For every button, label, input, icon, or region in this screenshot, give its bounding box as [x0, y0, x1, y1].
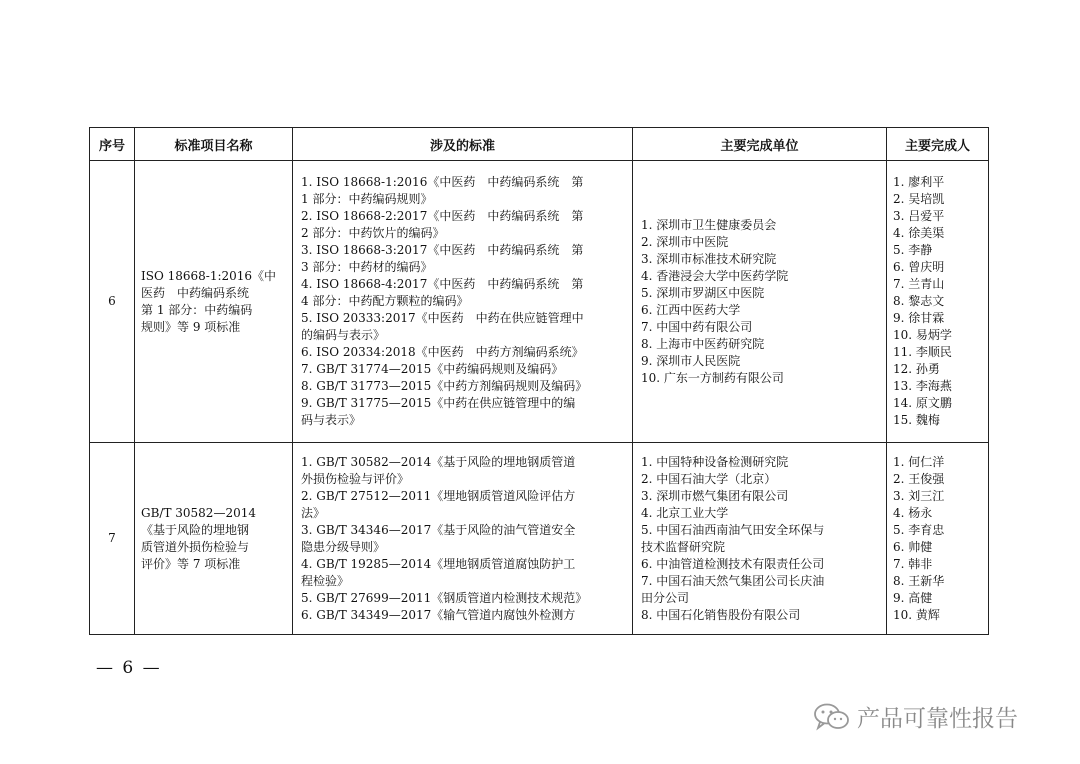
- units-cell: [633, 161, 887, 443]
- text-line: GB/T 30582—2014: [141, 505, 256, 520]
- text-line: 14. 原文鹏: [893, 396, 952, 410]
- text-line: 4. 北京工业大学: [641, 505, 729, 520]
- text-line: 9. GB/T 31775—2015《中药在供应链管理中的编: [301, 396, 576, 410]
- text-line: 7. 中国中药有限公司: [641, 319, 753, 334]
- text-line: 12. 孙勇: [893, 362, 940, 376]
- text-line: 4. 香港浸会大学中医药学院: [641, 268, 789, 283]
- text-line: 规则》等 9 项标准: [141, 319, 241, 334]
- text-line: 4. GB/T 19285—2014《埋地钢质管道腐蚀防护工: [301, 556, 576, 571]
- text-line: 7. GB/T 31774—2015《中药编码规则及编码》: [301, 362, 564, 376]
- text-line: 码与表示》: [301, 413, 362, 427]
- text-line: 田分公司: [641, 590, 690, 605]
- text-line: 1 部分：中药编码规则》: [301, 192, 433, 206]
- text-line: 评价》等 7 项标准: [141, 556, 241, 571]
- project-name-cell: [135, 161, 293, 443]
- text-line: 程检验》: [301, 573, 350, 588]
- text-line: 2. 中国石油大学（北京）: [641, 471, 777, 486]
- text-line: 6. ISO 20334:2018《中医药 中药方剂编码系统》: [301, 345, 584, 359]
- text-line: 9. 深圳市人民医院: [641, 353, 741, 368]
- text-line: 3. 吕爱平: [893, 209, 945, 223]
- text-line: 2. ISO 18668-2:2017《中医药 中药编码系统 第: [301, 209, 584, 223]
- text-line: ISO 18668-1:2016《中: [141, 268, 277, 283]
- text-line: 2. 吴培凯: [893, 192, 945, 206]
- text-line: 10. 广东一方制药有限公司: [641, 370, 784, 385]
- text-line: 1. 中国特种设备检测研究院: [641, 454, 789, 469]
- text-line: 1. 何仁洋: [893, 454, 945, 469]
- header-people: 主要完成人: [887, 128, 989, 161]
- text-line: 5. 中国石油西南油气田安全环保与: [641, 522, 825, 537]
- text-line: 15. 魏梅: [893, 413, 940, 427]
- text-line: 11. 李顺民: [893, 345, 952, 359]
- text-line: 1. GB/T 30582—2014《基于风险的埋地钢质管道: [301, 454, 576, 469]
- text-line: 质管道外损伤检验与: [141, 539, 250, 554]
- text-line: 3. 深圳市燃气集团有限公司: [641, 488, 789, 503]
- text-line: 3 部分：中药材的编码》: [301, 260, 433, 274]
- standards-cell: [293, 161, 633, 443]
- text-line: 8. 王新华: [893, 573, 945, 588]
- text-line: 3. 刘三江: [893, 488, 945, 503]
- standards-cell: [293, 443, 633, 635]
- text-line: 5. GB/T 27699—2011《钢质管道内检测技术规范》: [301, 590, 588, 605]
- text-line: 9. 徐甘霖: [893, 311, 945, 325]
- wechat-icon: [813, 702, 851, 732]
- text-line: 3. GB/T 34346—2017《基于风险的油气管道安全: [301, 522, 576, 537]
- text-line: 5. 李静: [893, 243, 933, 257]
- people-cell: [887, 161, 989, 443]
- text-line: 1. 深圳市卫生健康委员会: [641, 217, 777, 232]
- text-line: 8. GB/T 31773—2015《中药方剂编码规则及编码》: [301, 379, 588, 393]
- text-line: 法》: [301, 505, 326, 520]
- text-line: 10. 黄辉: [893, 607, 940, 622]
- text-line: 2 部分：中药饮片的编码》: [301, 226, 445, 240]
- text-line: 6. 帅健: [893, 539, 933, 554]
- project-name-cell: [135, 443, 293, 635]
- watermark: [813, 700, 1018, 733]
- text-line: 5. 李育忠: [893, 522, 945, 537]
- text-line: 3. ISO 18668-3:2017《中医药 中药编码系统 第: [301, 243, 584, 257]
- text-line: 8. 上海市中医药研究院: [641, 336, 765, 351]
- text-line: 7. 韩非: [893, 556, 933, 571]
- row-number: 6: [90, 161, 135, 443]
- table-row: [90, 443, 989, 635]
- text-line: 5. ISO 20333:2017《中医药 中药在供应链管理中: [301, 311, 584, 325]
- text-line: 《基于风险的埋地钢: [141, 522, 250, 537]
- text-line: 4 部分：中药配方颗粒的编码》: [301, 294, 469, 308]
- text-line: 7. 中国石油天然气集团公司长庆油: [641, 573, 825, 588]
- header-standards: 涉及的标准: [293, 128, 633, 161]
- page-number: — 6 —: [96, 658, 162, 678]
- text-line: 4. 徐美渠: [893, 226, 945, 240]
- text-line: 3. 深圳市标准技术研究院: [641, 251, 777, 266]
- text-line: 6. GB/T 34349—2017《输气管道内腐蚀外检测方: [301, 607, 576, 622]
- text-line: 4. 杨永: [893, 505, 933, 520]
- text-line: 9. 高健: [893, 590, 933, 605]
- row-number: 7: [90, 443, 135, 635]
- text-line: 1. ISO 18668-1:2016《中医药 中药编码系统 第: [301, 175, 584, 189]
- text-line: 6. 曾庆明: [893, 260, 945, 274]
- text-line: 2. 深圳市中医院: [641, 234, 729, 249]
- text-line: 技术监督研究院: [641, 539, 726, 554]
- text-line: 外损伤检验与评价》: [301, 471, 410, 486]
- watermark-text: 产品可靠性报告: [857, 706, 1018, 732]
- text-line: 8. 黎志文: [893, 294, 945, 308]
- text-line: 4. ISO 18668-4:2017《中医药 中药编码系统 第: [301, 277, 584, 291]
- text-line: 5. 深圳市罗湖区中医院: [641, 285, 765, 300]
- text-line: 2. 王俊强: [893, 471, 945, 486]
- people-cell: [887, 443, 989, 635]
- text-line: 10. 易炳学: [893, 328, 952, 342]
- header-project-name: 标准项目名称: [135, 128, 293, 161]
- text-line: 隐患分级导则》: [301, 539, 386, 554]
- text-line: 7. 兰青山: [893, 277, 945, 291]
- header-units: 主要完成单位: [633, 128, 887, 161]
- header-serial: 序号: [90, 128, 135, 161]
- text-line: 6. 江西中医药大学: [641, 302, 741, 317]
- text-line: 医药 中药编码系统: [141, 285, 250, 300]
- table-header-row: [90, 128, 989, 161]
- standards-table: [89, 127, 989, 635]
- units-cell: [633, 443, 887, 635]
- table-row: [90, 161, 989, 443]
- text-line: 1. 廖利平: [893, 175, 945, 189]
- text-line: 2. GB/T 27512—2011《埋地钢质管道风险评估方: [301, 488, 576, 503]
- text-line: 8. 中国石化销售股份有限公司: [641, 607, 801, 622]
- text-line: 13. 李海燕: [893, 379, 952, 393]
- text-line: 6. 中油管道检测技术有限责任公司: [641, 556, 825, 571]
- text-line: 第 1 部分：中药编码: [141, 302, 253, 317]
- text-line: 的编码与表示》: [301, 328, 386, 342]
